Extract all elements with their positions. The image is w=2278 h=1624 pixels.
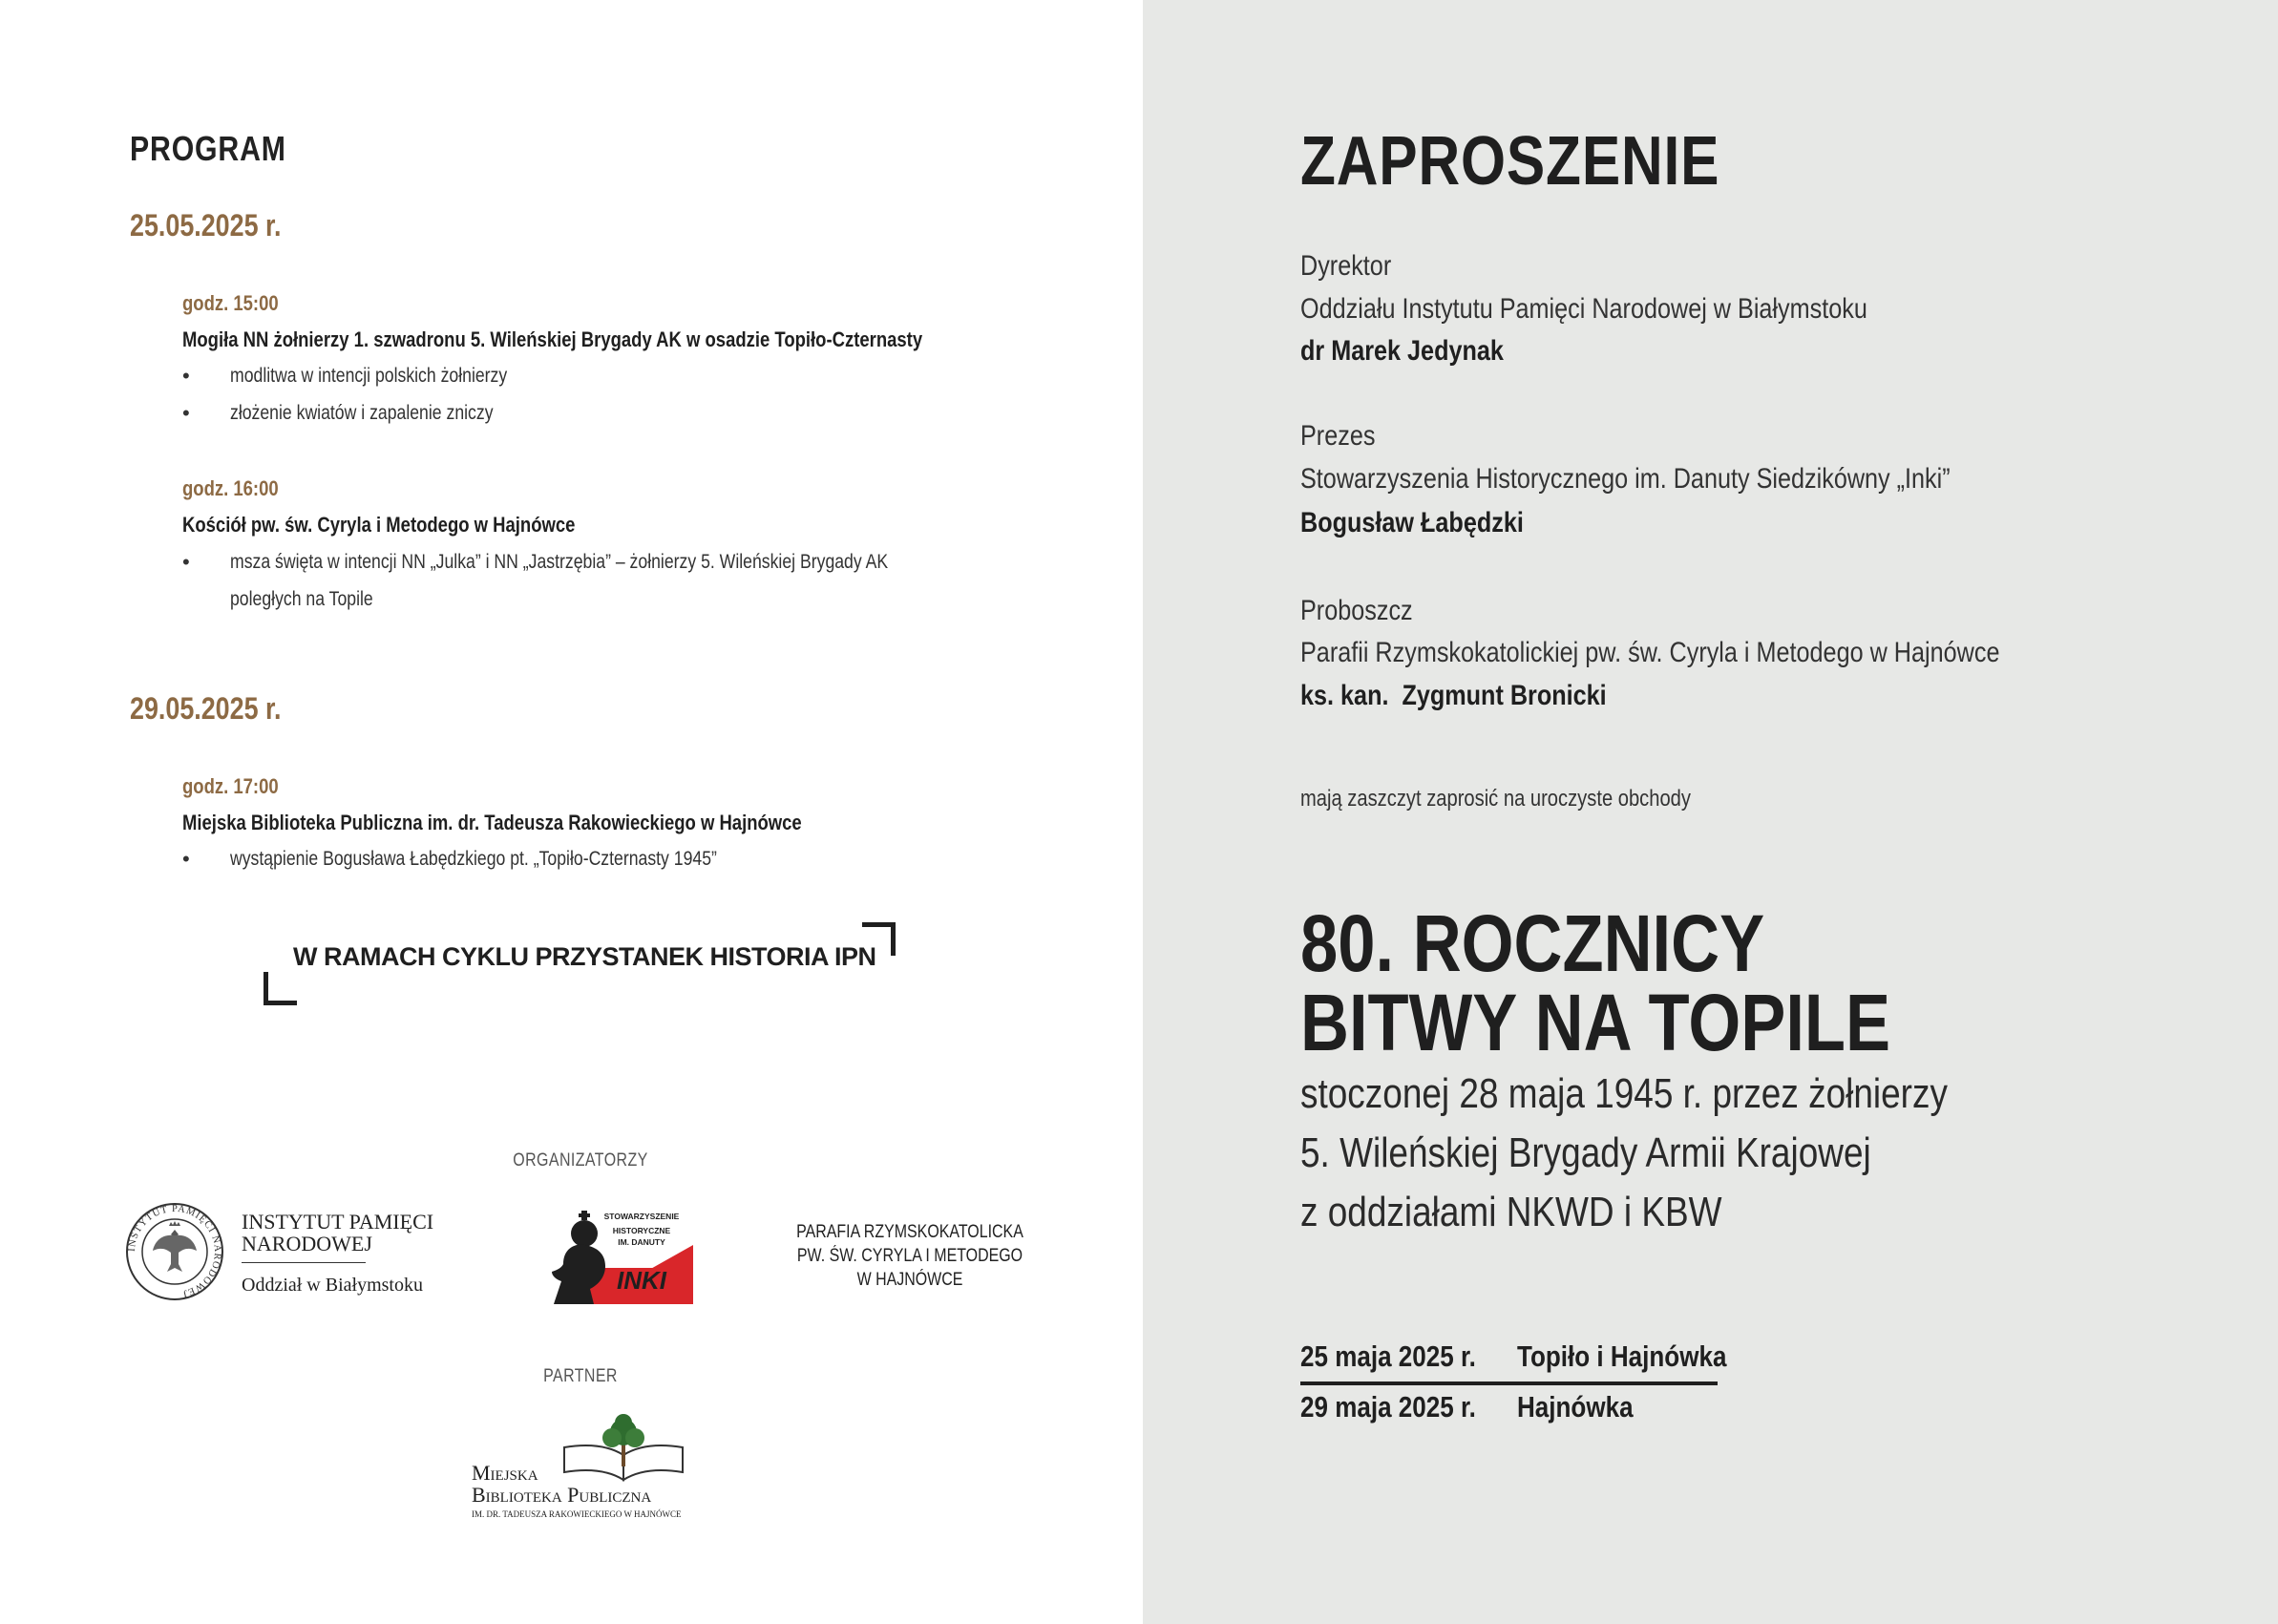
subtitle-line-2: 5. Wileńskiej Brygady Armii Krajowej <box>1300 1129 1871 1176</box>
schedule-date-1: 25 maja 2025 r. <box>1300 1339 1476 1373</box>
ipn-branch: Oddział w Białymstoku <box>242 1275 423 1296</box>
subtitle-line-3: z oddziałami NKWD i KBW <box>1300 1189 1722 1235</box>
ipn-name-2: NARODOWEJ <box>242 1232 372 1255</box>
host3-name: ks. kan. Zygmunt Bronicki <box>1300 680 1607 711</box>
schedule-date-2: 29 maja 2025 r. <box>1300 1390 1476 1424</box>
corner-bracket-bottom-left <box>264 972 297 1005</box>
program-title: PROGRAM <box>130 129 286 168</box>
event2-item1-cont: poległych na Topile <box>230 588 373 610</box>
host2-org: Stowarzyszenia Historycznego im. Danuty Siedzikówny „Inki” <box>1300 463 1951 495</box>
bullet-dot: • <box>182 847 190 871</box>
inki-name: INKI <box>617 1266 666 1295</box>
inki-line-1: STOWARZYSZENIE <box>603 1212 680 1221</box>
host1-org: Oddziału Instytutu Pamięci Narodowej w Białymstoku <box>1300 293 1867 325</box>
ipn-seal-text: INSTYTUT PAMIĘCI NARODOWEJ <box>126 1203 223 1299</box>
inki-association-logo <box>550 1211 693 1304</box>
bullet-dot: • <box>182 364 190 388</box>
host3-role: Proboszcz <box>1300 595 1413 626</box>
schedule-divider <box>1300 1381 1718 1385</box>
cycle-label: W RAMACH CYKLU PRZYSTANEK HISTORIA IPN <box>293 942 876 971</box>
event2-item1: msza święta w intencji NN „Julka” i NN „Jastrzębia” – żołnierzy 5. Wileńskiej Brygady AK <box>230 551 889 573</box>
subtitle-line-1: stoczonej 28 maja 1945 r. przez żołnierzy <box>1300 1070 1948 1117</box>
event3-item1: wystąpienie Bogusława Łabędzkiego pt. „Topiło-Czternasty 1945” <box>230 848 717 870</box>
library-name-2: Biblioteka Publiczna <box>472 1483 652 1507</box>
inki-line-2: HISTORYCZNE <box>612 1226 671 1235</box>
library-book-tree-logo <box>559 1411 688 1487</box>
parafia-line-2: PW. ŚW. CYRYLA I METODEGO <box>796 1246 1023 1266</box>
host2-name: Bogusław Łabędzki <box>1300 507 1524 538</box>
ipn-divider <box>242 1262 366 1263</box>
partner-label: PARTNER <box>543 1366 618 1386</box>
event1-time: godz. 15:00 <box>182 291 279 315</box>
host3-org: Parafii Rzymskokatolickiej pw. św. Cyryla i Metodego w Hajnówce <box>1300 637 2000 668</box>
event1-place: Mogiła NN żołnierzy 1. szwadronu 5. Wileńskiej Brygady AK w osadzie Topiło-Czternasty <box>182 327 923 351</box>
library-name-1: Miejska <box>472 1461 538 1485</box>
inki-line-3: IM. DANUTY <box>618 1237 665 1247</box>
host2-role: Prezes <box>1300 420 1376 452</box>
event3-place: Miejska Biblioteka Publiczna im. dr. Tadeusza Rakowieckiego w Hajnówce <box>182 811 802 834</box>
schedule-place-2: Hajnówka <box>1517 1390 1634 1424</box>
headline-battle: BITWY NA TOPILE <box>1300 978 1891 1067</box>
inki-line-4: SIEDZIKÓWNY <box>613 1249 670 1258</box>
day2-date: 29.05.2025 r. <box>130 691 282 726</box>
library-name-3: IM. DR. TADEUSZA RAKOWIECKIEGO W HAJNÓWCE <box>472 1509 682 1519</box>
host1-role: Dyrektor <box>1300 250 1392 282</box>
invite-text: mają zaszczyt zaprosić na uroczyste obchody <box>1300 786 1691 812</box>
schedule-place-1: Topiło i Hajnówka <box>1517 1339 1727 1373</box>
headline-anniversary: 80. ROCZNICY <box>1300 898 1765 988</box>
invitation-title: ZAPROSZENIE <box>1300 123 1720 200</box>
event2-place: Kościół pw. św. Cyryla i Metodego w Hajnówce <box>182 513 576 537</box>
ipn-name-1: INSTYTUT PAMIĘCI <box>242 1210 434 1234</box>
event1-item1: modlitwa w intencji polskich żołnierzy <box>230 365 508 387</box>
bullet-dot: • <box>182 401 190 425</box>
day1-date: 25.05.2025 r. <box>130 208 282 243</box>
parafia-line-1: PARAFIA RZYMSKOKATOLICKA <box>796 1222 1023 1242</box>
bullet-dot: • <box>182 550 190 574</box>
host1-name: dr Marek Jedynak <box>1300 335 1504 367</box>
event1-item2: złożenie kwiatów i zapalenie zniczy <box>230 402 494 424</box>
event2-time: godz. 16:00 <box>182 476 279 500</box>
ipn-seal-logo <box>124 1201 225 1302</box>
organizers-label: ORGANIZATORZY <box>513 1150 648 1171</box>
parafia-line-3: W HAJNÓWCE <box>856 1270 963 1290</box>
event3-time: godz. 17:00 <box>182 774 279 798</box>
